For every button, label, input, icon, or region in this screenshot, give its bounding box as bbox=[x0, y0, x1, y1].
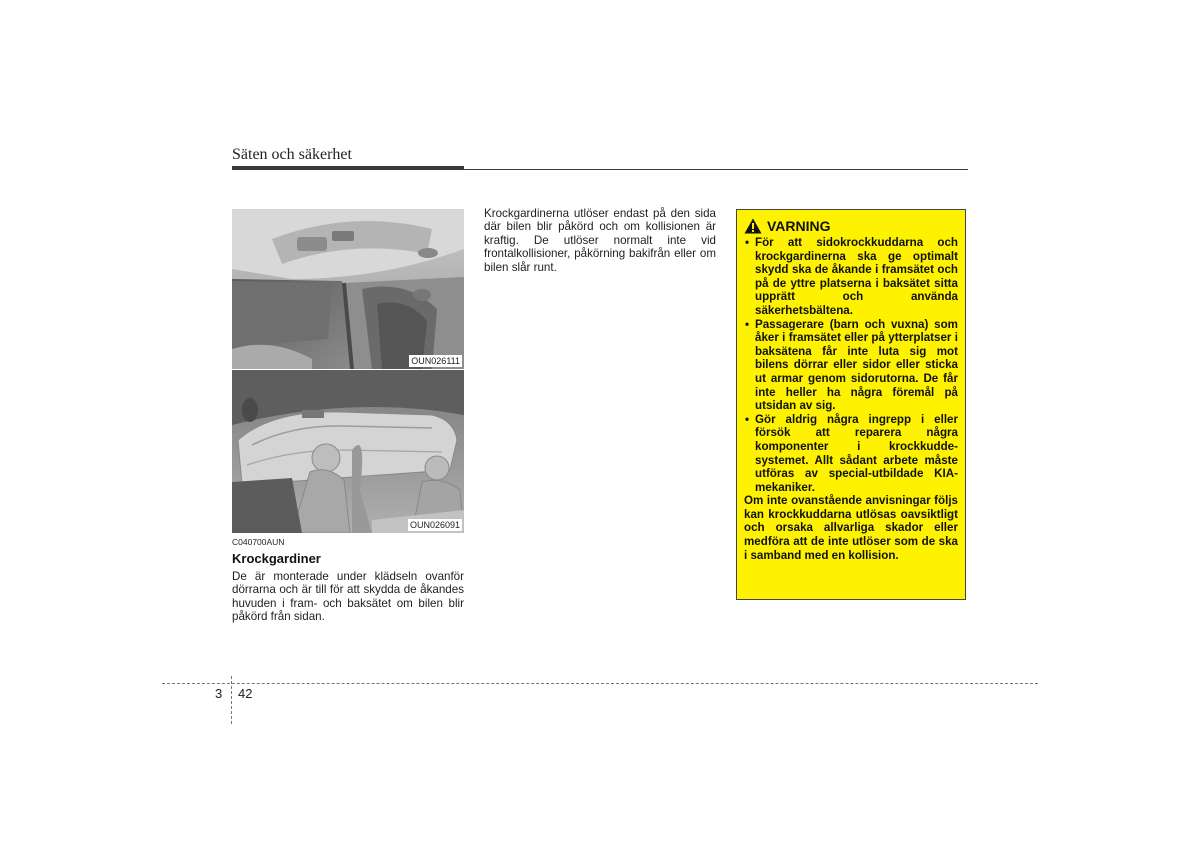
warning-item: • Gör aldrig några ingrepp i eller försök att reparera några komponenter i krockkudde-systemet. Allt sådant arbete måste utföras av special-utbildade KIA-mekaniker. bbox=[744, 413, 958, 495]
warning-item: • Passagerare (barn och vuxna) som åker i framsätet eller på ytterplatser i baksätena får inte luta sig mot bilens dörrar eller sidor eller sticka ut armar genom sidorutorna. De får inte heller ha några föremål på utsidan av sig. bbox=[744, 318, 958, 413]
body-paragraph: Krockgardinerna utlöser endast på den sida där bilen blir påkörd och om kollisionen är kraftig. De utlöser normalt inte vid frontalkollisioner, påkörning bakifrån eller om bilen slår runt. bbox=[484, 207, 716, 274]
warning-triangle-icon bbox=[744, 218, 762, 234]
warning-closing: Om inte ovanstående anvisningar följs kan krockkuddarna utlösas oavsiktligt och orsaka allvarliga skador eller medföra att de inte utlöser som de ska i samband med en kollision. bbox=[744, 494, 958, 562]
curtain-airbag-deployed-photo bbox=[232, 370, 464, 533]
footer-divider bbox=[231, 676, 232, 724]
footer-rule bbox=[162, 683, 1038, 684]
page-number: 42 bbox=[238, 686, 253, 701]
warning-item: • För att sidokrockkuddarna och krockgardinerna ska ge optimalt skydd ska de åkande i framsätet och på de yttre platserna i baksätet sitta upprätt och använda säkerhetsbältena. bbox=[744, 236, 958, 318]
section-title: Säten och säkerhet bbox=[232, 146, 352, 163]
reference-code: C040700AUN bbox=[232, 537, 285, 547]
figure-curtain-airbag bbox=[232, 370, 464, 533]
figure-headliner bbox=[232, 209, 464, 369]
figure-code: OUN026091 bbox=[409, 520, 460, 530]
section-heading: Krockgardiner bbox=[232, 551, 321, 566]
warning-header bbox=[744, 218, 958, 234]
header-rule-accent bbox=[232, 166, 464, 170]
warning-list bbox=[744, 236, 958, 494]
car-interior-headliner-photo bbox=[232, 209, 464, 369]
warning-box bbox=[736, 209, 966, 600]
body-paragraph: De är monterade under klädseln ovanför dörrarna och är till för att skydda de åkandes huvuden i fram- och baksätet om bilen blir påkörd från sidan. bbox=[232, 570, 464, 624]
figure-code: OUN026111 bbox=[411, 356, 460, 366]
chapter-number: 3 bbox=[215, 686, 223, 701]
warning-title: VARNING bbox=[767, 218, 831, 234]
